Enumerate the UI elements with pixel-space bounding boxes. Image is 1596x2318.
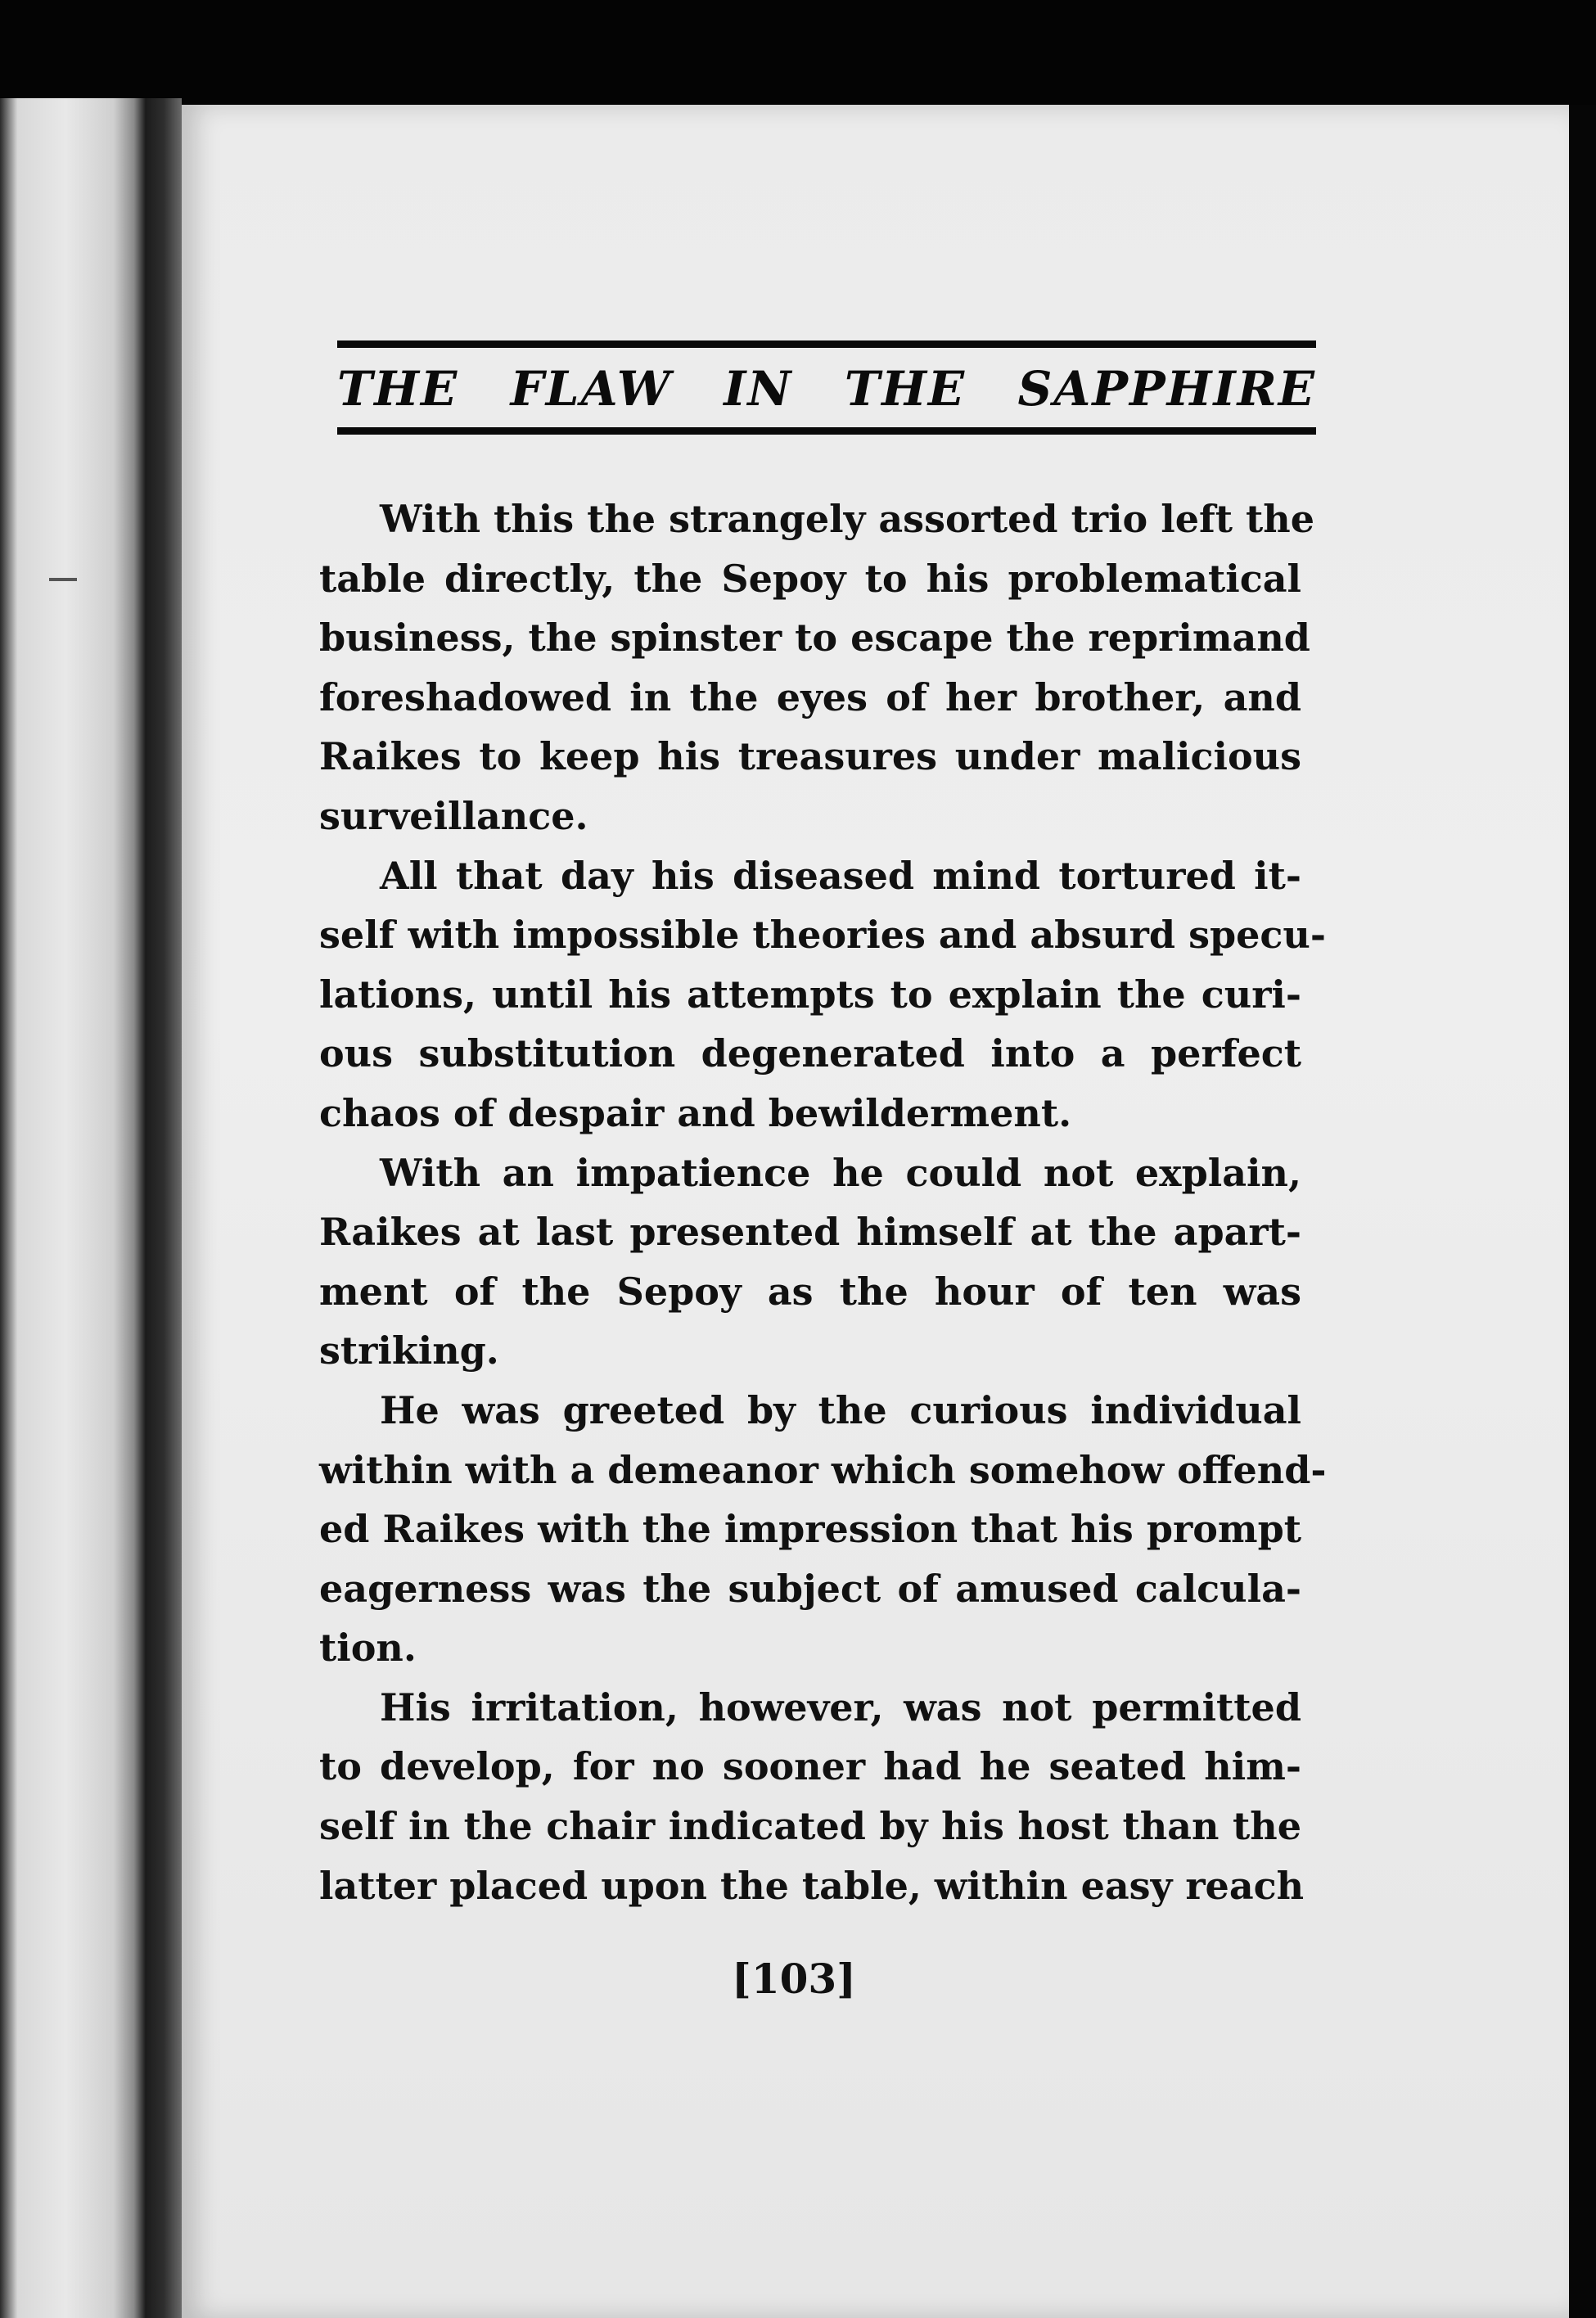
paragraph [319, 1678, 1305, 1915]
running-head-word: FLAW [510, 361, 672, 417]
text-line: business, the spinster to escape the reprimand [319, 616, 1310, 661]
running-head-word: SAPPHIRE [1017, 361, 1316, 417]
text-line: tion. [319, 1626, 417, 1671]
text-line: chaos of despair and bewilderment. [319, 1090, 1072, 1135]
text-line: Raikes at last presented himself at the apart- [319, 1210, 1301, 1255]
text-line: With this the strangely assorted trio left the [380, 497, 1314, 541]
page-number: [103] [732, 1955, 856, 2003]
text-line: Raikes to keep his treasures under malicious [319, 734, 1301, 779]
header-rule-top [337, 340, 1316, 348]
text-line: foreshadowed in the eyes of her brother, and [319, 674, 1301, 719]
header-rule-bottom [337, 427, 1316, 435]
running-head-word: THE [337, 361, 459, 417]
paragraph [319, 489, 1314, 846]
text-line: ed Raikes with the impression that his prompt [319, 1507, 1301, 1552]
text-line: to develop, for no sooner had he seated him- [319, 1744, 1301, 1789]
running-head-word: IN [724, 361, 793, 417]
scan-artifact-mark [49, 578, 77, 581]
text-line: With an impatience he could not explain, [380, 1150, 1301, 1195]
paragraph [319, 1143, 1301, 1381]
text-line: striking. [319, 1328, 499, 1373]
text-line: ous substitution degenerated into a perfect [319, 1031, 1301, 1076]
text-line: All that day his diseased mind tortured it- [380, 853, 1301, 898]
facing-page-edge [0, 98, 146, 2318]
running-head-word: THE [844, 361, 967, 417]
scan-border [1569, 105, 1596, 2318]
text-line: His irritation, however, was not permitted [380, 1684, 1301, 1729]
text-line: ment of the Sepoy as the hour of ten was [319, 1269, 1301, 1314]
text-line: lations, until his attempts to explain the curi- [319, 972, 1301, 1017]
paragraph [319, 846, 1326, 1143]
running-head [337, 354, 1316, 424]
text-line: within with a demeanor which somehow offend- [319, 1447, 1327, 1492]
body-text [319, 489, 1327, 1915]
text-line: He was greeted by the curious individual [380, 1387, 1301, 1432]
text-line: latter placed upon the table, within easy reach [319, 1863, 1305, 1908]
text-line: surveillance. [319, 793, 588, 838]
book-gutter [146, 98, 182, 2318]
text-line: self with impossible theories and absurd specu- [319, 913, 1326, 958]
paragraph [319, 1381, 1327, 1678]
text-line: self in the chair indicated by his host than the [319, 1804, 1301, 1849]
text-line: table directly, the Sepoy to his problematical [319, 556, 1301, 601]
text-line: eagerness was the subject of amused calcula- [319, 1566, 1301, 1611]
